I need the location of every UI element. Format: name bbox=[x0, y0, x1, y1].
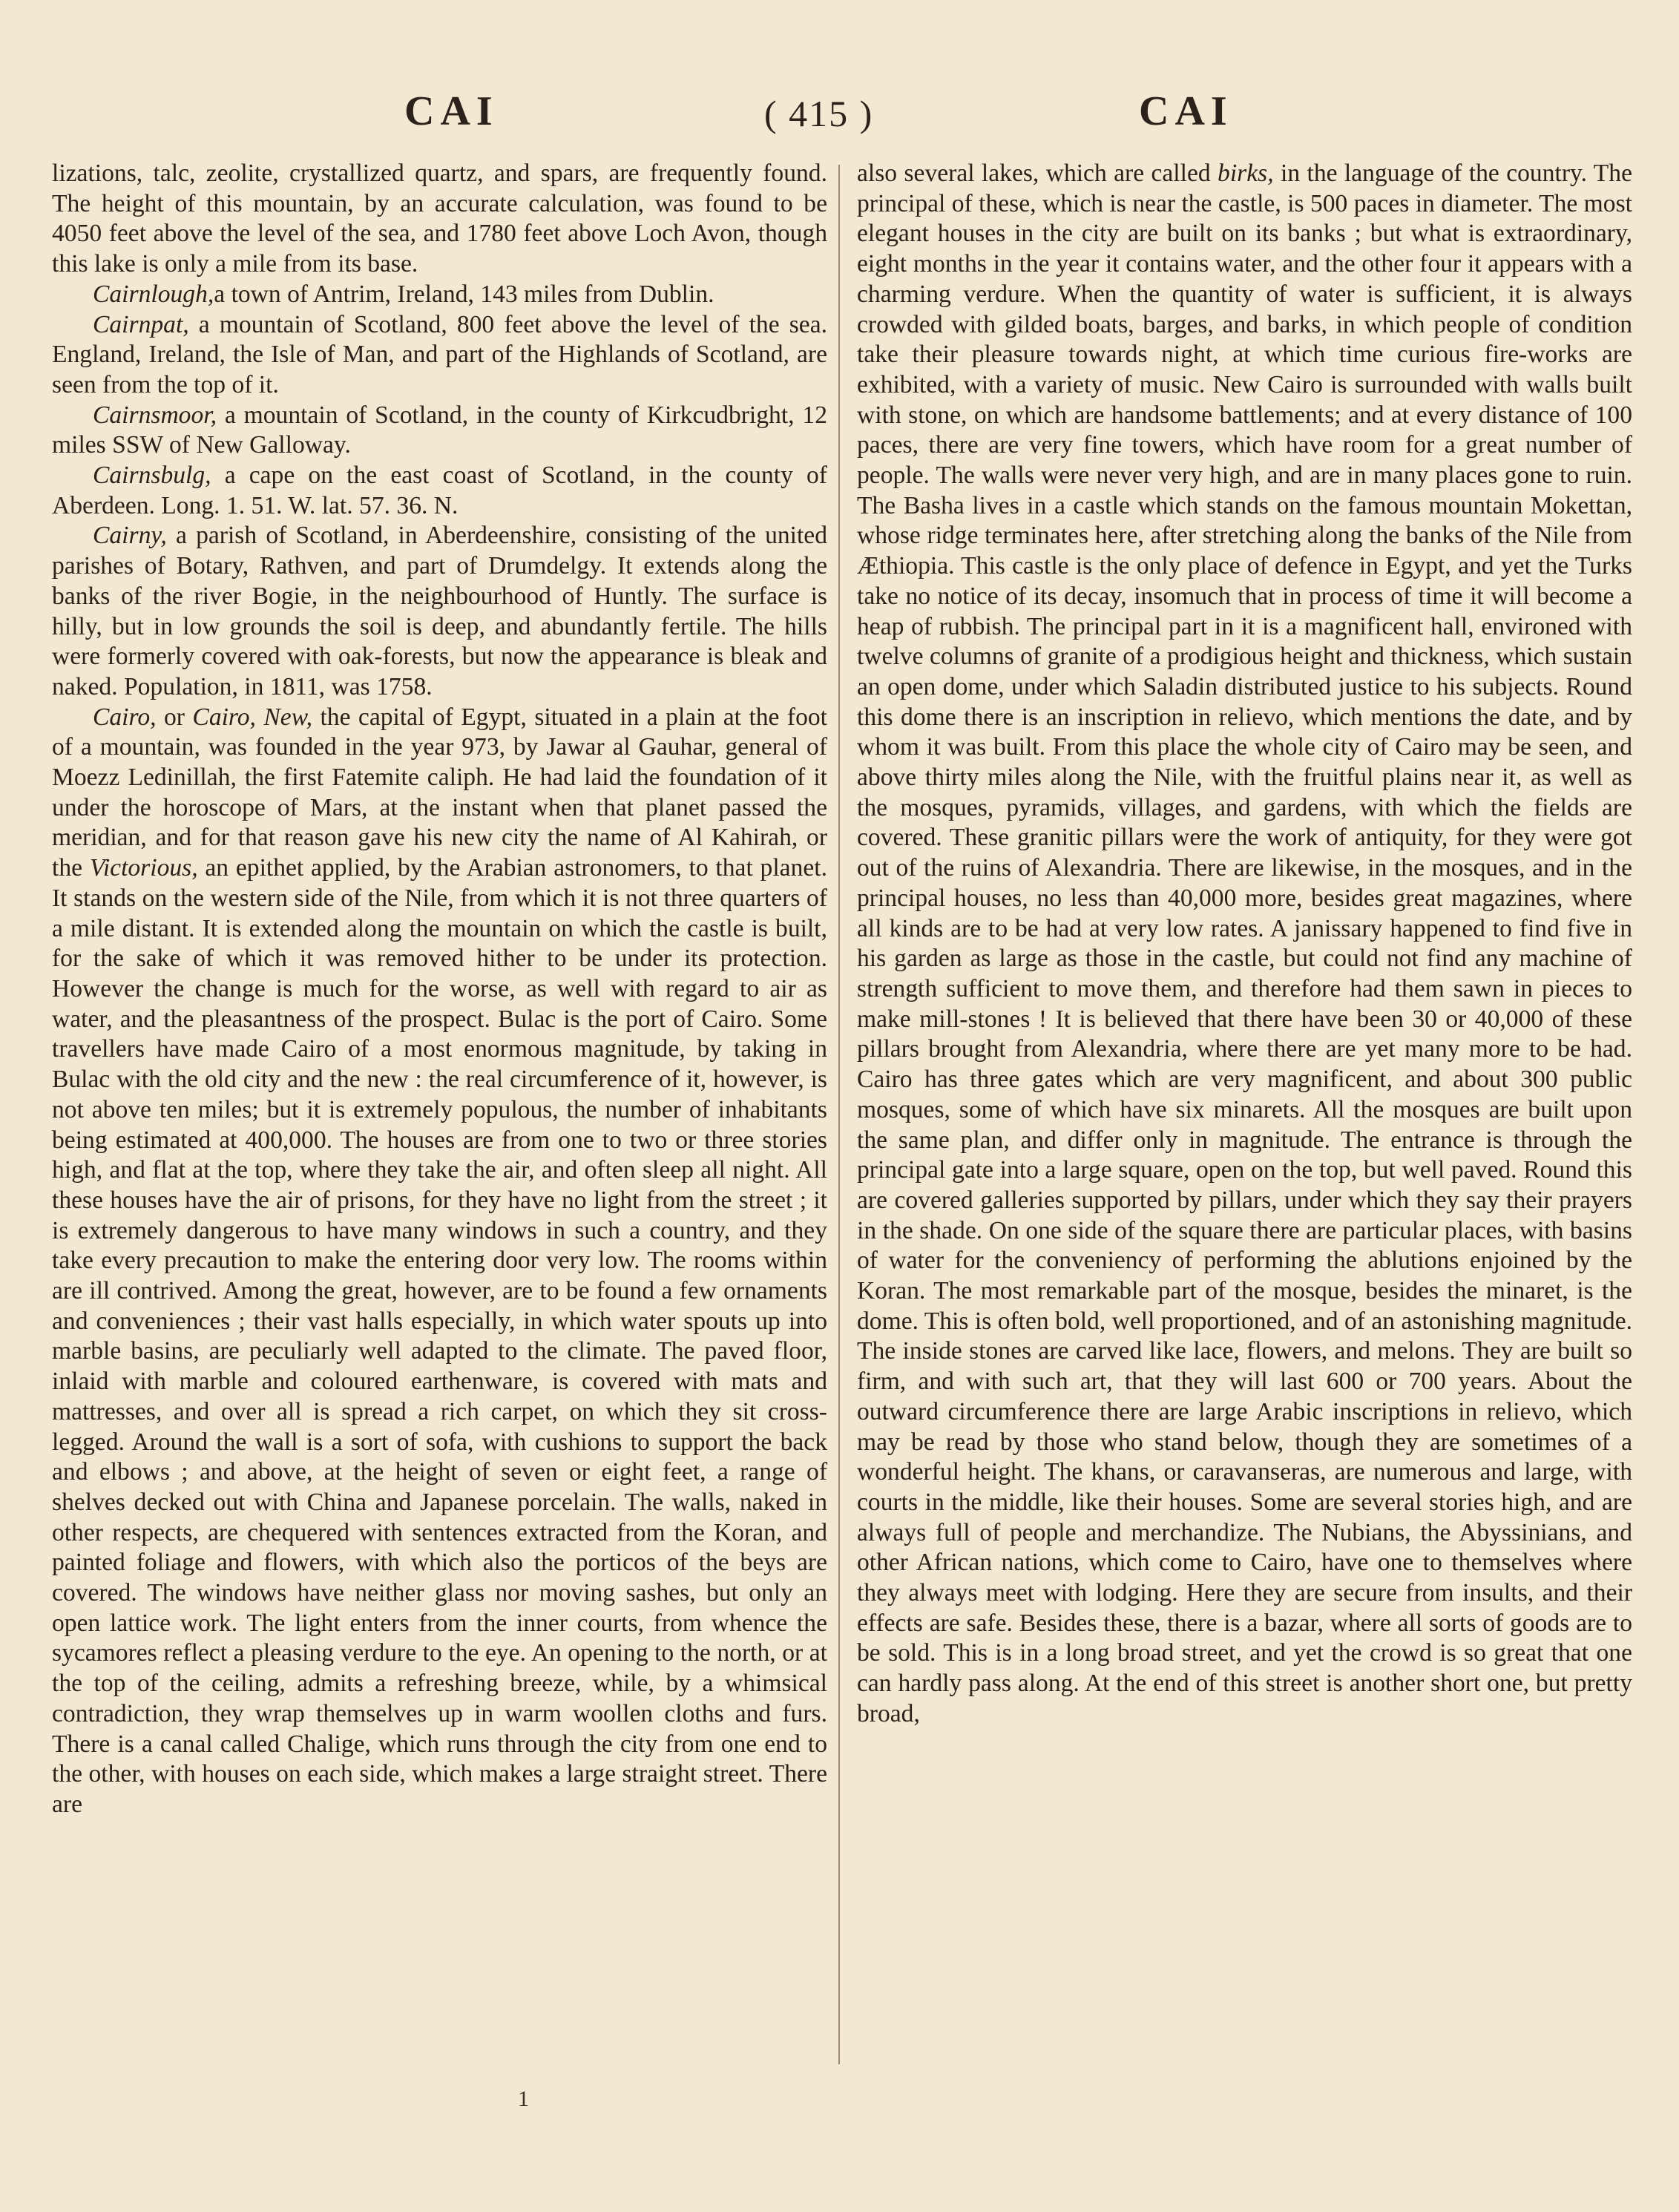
headword: Cairnlough, bbox=[93, 280, 214, 308]
headword-alt: Cairo, New, bbox=[192, 703, 312, 731]
headword: Cairnpat, bbox=[93, 310, 189, 338]
running-head-left: CAI bbox=[404, 88, 499, 134]
entry-cairny bbox=[52, 521, 827, 702]
entry-cairnsmoor bbox=[52, 401, 827, 461]
continued-paragraph: lizations, talc, zeolite, crystallized quartz, and spars, are frequently found. The height of this mountain, by an accurate calculation, was found to be 4050 feet above the level of the sea, and 1780 feet above Loch Avon, though this lake is only a mile from its base. bbox=[52, 160, 827, 278]
entry-cairnlough bbox=[52, 280, 827, 310]
entry-text: or bbox=[156, 703, 193, 731]
left-column bbox=[52, 159, 827, 1820]
entry-text: a cape on the east coast of Scotland, in the county of Aberdeen. Long. 1. 51. W. lat. 57. 36. N. bbox=[52, 462, 827, 519]
headword: Cairny, bbox=[93, 522, 167, 550]
continued-paragraph bbox=[857, 159, 1632, 1730]
running-head-right: CAI bbox=[1139, 88, 1233, 134]
entry-text: also several lakes, which are called bbox=[857, 160, 1218, 187]
headword: Cairnsmoor, bbox=[93, 401, 217, 429]
column-divider bbox=[838, 165, 840, 2064]
entry-text: a parish of Scotland, in Aberdeenshire, consisting of the united parishes of Botary, Rathven, and part of Drumdelgy. It extends along the banks of the river Bogie, in the neighbourhood of Huntly. The surface is hilly, but in low grounds the soil is deep, and abundantly fertile. The hills were formerly covered with oak-forests, but now the appearance is bleak and naked. Population, in 1811, was 1758. bbox=[52, 522, 827, 700]
entry-cairo bbox=[52, 703, 827, 1820]
entry-text: a town of Antrim, Ireland, 143 miles from Dublin. bbox=[214, 280, 714, 308]
headword: Cairo, bbox=[93, 703, 157, 731]
entry-cairnsbulg bbox=[52, 461, 827, 521]
entry-text: the capital of Egypt, situated in a plain at the foot of a mountain, was founded in the year 973, by Jawar al Gauhar, general of Moezz Ledinillah, the first Fatemite caliph. He had laid the foundation of it under the horoscope of Mars, at the instant when that planet passed the meridian, and for that reason gave his new city the name of Al Kahirah, or the bbox=[52, 703, 828, 882]
right-column bbox=[857, 159, 1632, 1730]
entry-text: an epithet applied, by the Arabian astronomers, to that planet. It stands on the western side of the Nile, from which it is not three quarters of a mile distant. It is extended along the mountain on which the castle is built, for the sake of which it was removed hither to be under its protection. However the change is much for the worse, as well with regard to air as water, and the pleasantness of the prospect. Bulac is the port of Cairo. Some travellers have made Cairo of a most enormous magnitude, by taking in Bulac with the old city and the new : the real circumference of it, however, is not above ten miles; but it is extremely populous, the number of inhabitants being estimated at 400,000. The houses are from one to two or three stories high, and flat at the top, where they take the air, and often sleep all night. All these houses have the air of prisons, for they have no light from the street ; it is extremely dangerous to have many windows in such a country, and they take every precaution to make the entering door very low. The rooms within are ill contrived. Among the great, however, are to be found a few ornaments and conveniences ; their vast halls especially, in which water spouts up into marble basins, are peculiarly well adapted to the climate. The paved floor, inlaid with marble and coloured earthenware, is covered with mats and mattresses, and over all is spread a rich carpet, on which they sit cross-legged. Around the wall is a sort of sofa, with cushions to support the back and elbows ; and above, at the height of seven or eight feet, a range of shelves decked out with China and Japanese porcelain. The walls, naked in other respects, are chequered with sentences extracted from the Koran, and painted foliage and flowers, with which also the porticos of the beys are covered. The windows have neither glass nor moving sashes, but only an open lattice work. The light enters from the inner courts, from whence the sycamores reflect a pleasing verdure to the eye. An opening to the north, or at the top of the ceiling, admits a refreshing breeze, while, by a whimsical contradiction, they wrap themselves up in warm woollen cloths and furs. There is a canal called Chalige, which runs through the city from one end to the other, with houses on each side, which makes a large straight street. There are bbox=[52, 854, 827, 1818]
italic-term: birks, bbox=[1218, 160, 1274, 187]
italic-term: Victorious, bbox=[89, 854, 198, 882]
entry-text: a mountain of Scotland, 800 feet above the level of the sea. England, Ireland, the Isle of Man, and part of the Highlands of Scotland, are seen from the top of it. bbox=[52, 310, 827, 398]
headword: Cairnsbulg, bbox=[93, 462, 211, 490]
entry-cairnpat bbox=[52, 310, 827, 401]
entry-text: a mountain of Scotland, in the county of Kirkcudbright, 12 miles SSW of New Galloway. bbox=[52, 401, 827, 459]
signature-mark: 1 bbox=[518, 2087, 529, 2111]
entry-text: in the language of the country. The principal of these, which is near the castle, is 500 paces in diameter. The most elegant houses in the city are built on its banks ; but what is extraordinary, eight months in the year it contains water, and the other four it appears with a charming verdure. When the quantity of water is sufficient, it is always crowded with gilded boats, barges, and barks, in which people of condition take their pleasure towards night, at which time curious fire-works are exhibited, with a variety of music. New Cairo is surrounded with walls built with stone, on which are handsome battlements; and at every distance of 100 paces, there are very fine towers, which have room for a great number of people. The walls were never very high, and are in many places gone to ruin. The Basha lives in a castle which stands on the famous mountain Mokettan, whose ridge terminates here, after stretching along the banks of the Nile from Æthiopia. This castle is the only place of defence in Egypt, and yet the Turks take no notice of its decay, insomuch that in process of time it will become a heap of rubbish. The principal part in it is a magnificent hall, environed with twelve columns of granite of a prodigious height and thickness, which sustain an open dome, under which Saladin distributed justice to his subjects. Round this dome there is an inscription in relievo, which mentions the date, and by whom it was built. From this place the whole city of Cairo may be seen, and above thirty miles along the Nile, with the fruitful plains near it, as well as the mosques, pyramids, villages, and gardens, with which the fields are covered. These granitic pillars were the work of antiquity, for they were got out of the ruins of Alexandria. There are likewise, in the mosques, and in the principal houses, no less than 40,000 more, besides great magazines, where all kinds are to be had at very low rates. A janissary happened to find five in his garden as large as those in the castle, but could not find any machine of strength sufficient to move them, and therefore had them sawn in pieces to make mill-stones ! It is believed that there have been 30 or 40,000 of these pillars brought from Alexandria, where there are yet many more to be had. Cairo has three gates which are very magnificent, and about 300 public mosques, some of which have six minarets. All the mosques are built upon the same plan, and differ only in magnitude. The entrance is through the principal gate into a large square, open on the top, but well paved. Round this are covered galleries supported by pillars, under which they say their prayers in the shade. On one side of the square there are particular places, with basins of water for the conveniency of performing the ablutions enjoined by the Koran. The most remarkable part of the mosque, besides the minaret, is the dome. This is often bold, well proportioned, and of an astonishing magnitude. The inside stones are carved like lace, flowers, and melons. They are built so firm, and with such art, that they will last 600 or 700 years. About the outward circumference there are large Arabic inscriptions in relievo, which may be read by those who stand below, though they are sometimes of a wonderful height. The khans, or caravanseras, are numerous and large, with courts in the middle, like their houses. Some are several stories high, and are always full of people and merchandize. The Nubians, the Abyssinians, and other African nations, which come to Cairo, have one to themselves where they always meet with lodging. Here they are secure from insults, and their effects are safe. Besides these, there is a bazar, where all sorts of goods are to be sold. This is in a long broad street, and yet the crowd is so great that one can hardly pass along. At the end of this street is another short one, but pretty broad, bbox=[857, 160, 1632, 1727]
page-number: ( 415 ) bbox=[764, 93, 874, 134]
